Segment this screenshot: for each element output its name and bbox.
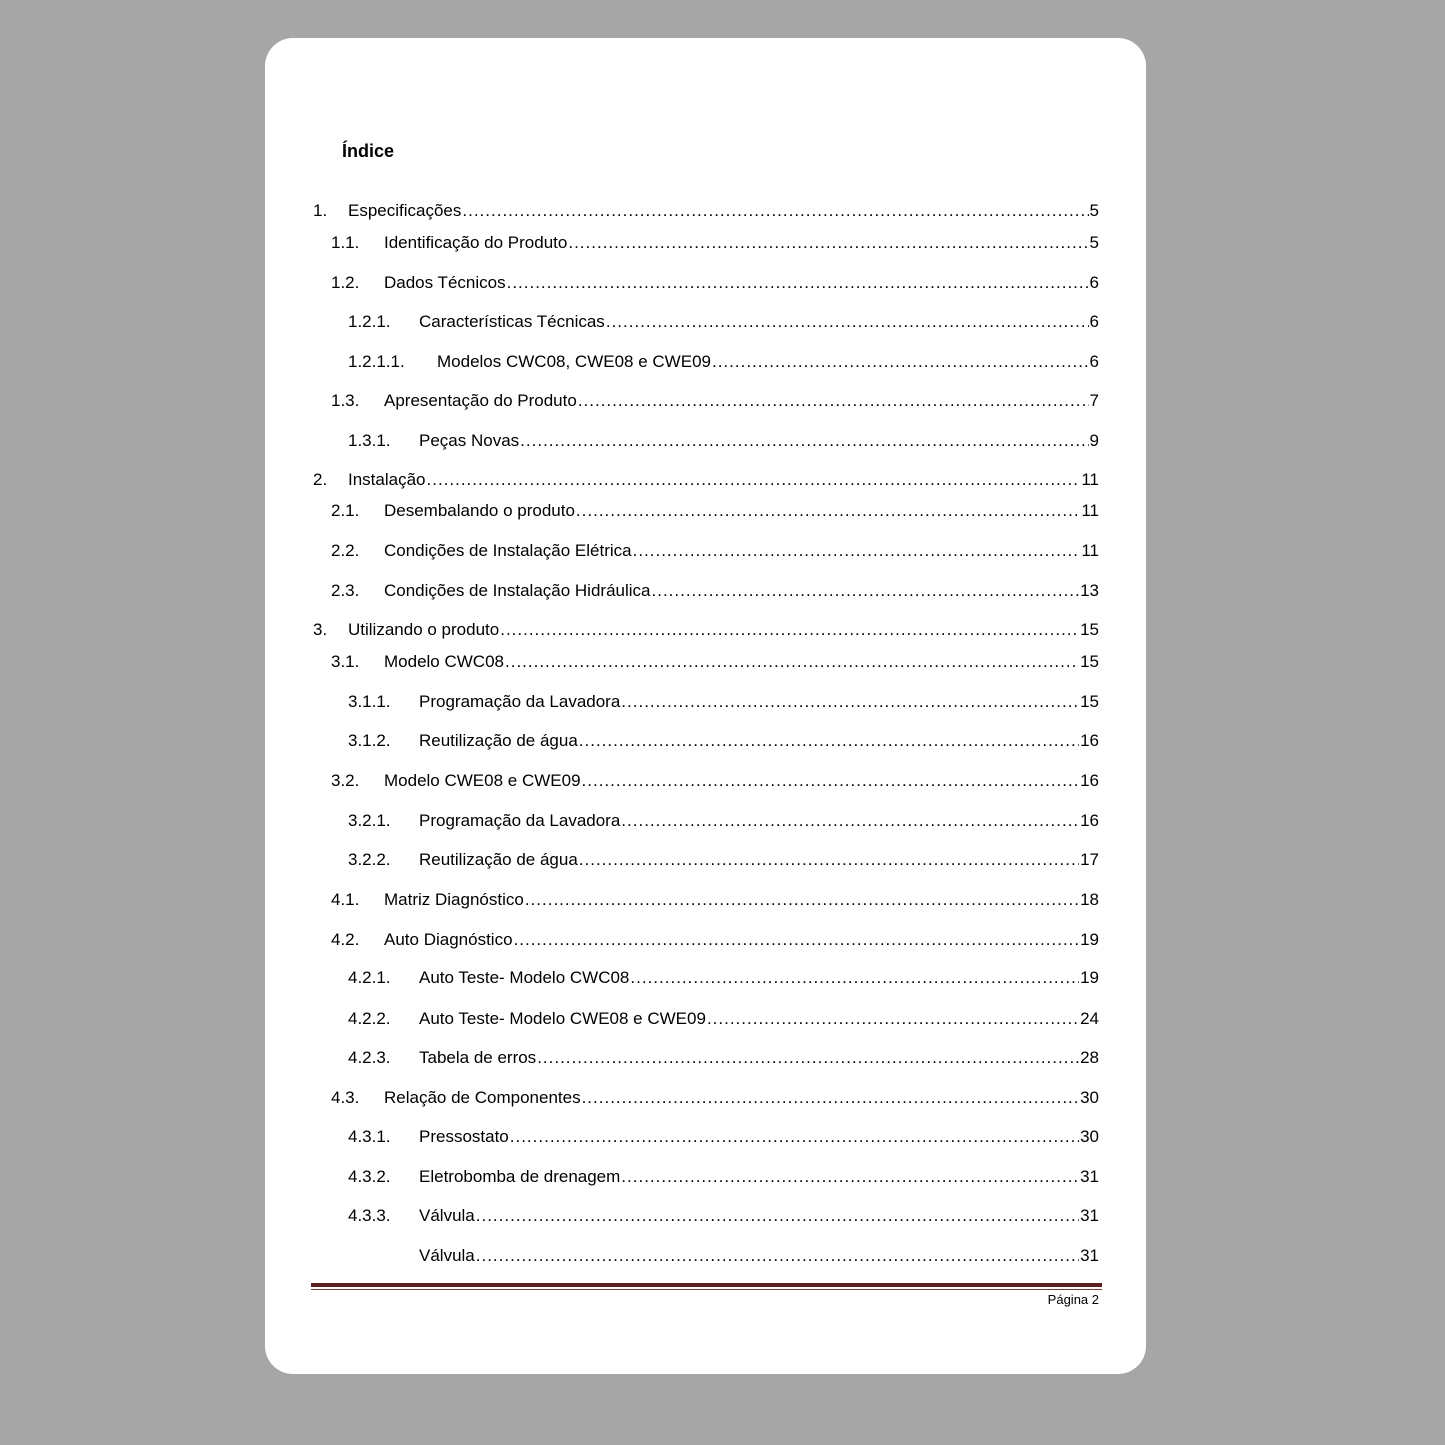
toc-entry-number: 3.2. [331,771,360,790]
toc-entry-number: 3.1. [331,652,360,671]
toc-entry-page: 15 [1080,620,1099,639]
toc-dot-leader [514,930,1080,950]
toc-entry-page: 15 [1080,652,1099,671]
toc-dot-leader [707,1009,1079,1029]
toc-entry-page: 17 [1080,850,1099,869]
toc-entry-number: 3. [313,620,328,639]
toc-entry-title: Condições de Instalação Elétrica [384,541,632,560]
toc-entry-page: 11 [1081,501,1099,520]
toc-dot-leader [510,1127,1079,1147]
toc-entry-number: 4.3.2. [348,1167,391,1186]
toc-entry[interactable] [331,652,1099,672]
toc-entry[interactable] [348,1206,1099,1226]
toc-entry[interactable] [331,581,1099,601]
toc-dot-leader [537,1048,1079,1068]
toc-entry-page: 30 [1080,1088,1099,1107]
toc-entry-title: Modelos CWC08, CWE08 e CWE09 [437,352,711,371]
toc-entry-page: 6 [1089,273,1099,292]
toc-entry-page: 31 [1080,1167,1099,1186]
toc-entry-title: Auto Teste- Modelo CWC08 [419,968,630,987]
toc-entry-number: 1.2.1.1. [348,352,405,371]
toc-entry-number: 1.3. [331,391,360,410]
toc-entry-number: 3.1.2. [348,731,391,750]
toc-entry[interactable] [348,811,1099,831]
toc-dot-leader [621,1167,1079,1187]
toc-entry-title: Desembalando o produto [384,501,575,520]
toc-entry-page: 13 [1080,581,1099,600]
toc-dot-leader [652,581,1080,601]
toc-entry[interactable] [348,312,1099,332]
toc-entry[interactable] [331,771,1099,791]
footer-rule [311,1283,1102,1287]
toc-entry-number: 4.2. [331,930,360,949]
toc-entry-number: 2.2. [331,541,360,560]
toc-dot-leader [621,811,1079,831]
toc-entry[interactable] [348,968,1099,988]
toc-dot-leader [579,850,1079,870]
toc-entry-page: 11 [1081,541,1099,560]
toc-dot-leader [525,890,1079,910]
toc-entry-title: Relação de Componentes [384,1088,581,1107]
toc-dot-leader [476,1206,1079,1226]
toc-entry-title: Eletrobomba de drenagem [419,1167,621,1186]
toc-entry-number: 4.2.3. [348,1048,391,1067]
toc-dot-leader [576,501,1080,521]
toc-entry-page: 30 [1080,1127,1099,1146]
toc-entry-page: 31 [1080,1246,1099,1265]
toc-entry-title: Matriz Diagnóstico [384,890,524,909]
table-of-contents [265,38,1146,1374]
toc-entry-number: 2. [313,470,328,489]
toc-entry-title: Válvula [419,1246,475,1265]
toc-entry[interactable] [331,391,1099,411]
toc-dot-leader [621,692,1079,712]
toc-entry-title: Condições de Instalação Hidráulica [384,581,651,600]
toc-entry[interactable] [313,201,1099,221]
toc-entry-page: 16 [1080,771,1099,790]
toc-entry-title: Peças Novas [419,431,520,450]
document-page [265,38,1146,1374]
toc-entry[interactable] [348,352,1099,372]
toc-entry-number: 4.3.3. [348,1206,391,1225]
toc-entry[interactable] [348,1246,1099,1266]
toc-entry-title: Dados Técnicos [384,273,506,292]
toc-entry[interactable] [313,620,1099,640]
toc-entry-page: 18 [1080,890,1099,909]
toc-entry[interactable] [331,541,1099,561]
toc-entry[interactable] [348,1009,1099,1029]
toc-entry-page: 5 [1089,201,1099,220]
toc-entry[interactable] [331,501,1099,521]
toc-entry[interactable] [348,850,1099,870]
toc-dot-leader [712,352,1089,372]
toc-entry[interactable] [348,1127,1099,1147]
toc-entry[interactable] [348,692,1099,712]
toc-dot-leader [606,312,1089,332]
toc-entry-title: Válvula [419,1206,475,1225]
toc-dot-leader [579,731,1079,751]
toc-entry-page: 11 [1081,470,1099,489]
toc-entry-number: 3.1.1. [348,692,391,711]
toc-entry-number: 4.3. [331,1088,360,1107]
toc-entry-number: 4.2.2. [348,1009,391,1028]
toc-entry-number: 2.3. [331,581,360,600]
toc-entry-page: 16 [1080,811,1099,830]
toc-entry-page: 16 [1080,731,1099,750]
toc-entry[interactable] [348,431,1099,451]
toc-entry-page: 6 [1089,312,1099,331]
page-number-footer: Página 2 [1047,1292,1099,1307]
toc-dot-leader [582,771,1080,791]
toc-entry-title: Características Técnicas [419,312,605,331]
page-title: Índice [342,141,395,161]
toc-entry-page: 15 [1080,692,1099,711]
toc-entry[interactable] [331,930,1099,950]
toc-entry-page: 31 [1080,1206,1099,1225]
toc-entry-title: Especificações [348,201,462,220]
toc-entry-title: Identificação do Produto [384,233,568,252]
toc-dot-leader [582,1088,1080,1108]
toc-entry-title: Programação da Lavadora [419,692,621,711]
toc-dot-leader [520,431,1088,451]
toc-dot-leader [505,652,1079,672]
toc-dot-leader [507,273,1089,293]
toc-entry-title: Apresentação do Produto [384,391,577,410]
toc-entry-number: 4.3.1. [348,1127,391,1146]
toc-entry[interactable] [331,1088,1099,1108]
toc-dot-leader [633,541,1081,561]
toc-entry-title: Modelo CWC08 [384,652,504,671]
toc-dot-leader [578,391,1089,411]
toc-entry-page: 7 [1089,391,1099,410]
toc-entry-page: 24 [1080,1009,1099,1028]
toc-entry-title: Reutilização de água [419,850,578,869]
toc-entry-number: 1.2.1. [348,312,391,331]
toc-entry-title: Auto Diagnóstico [384,930,513,949]
toc-entry-page: 9 [1089,431,1099,450]
toc-entry-page: 19 [1080,968,1099,987]
toc-entry-title: Utilizando o produto [348,620,500,639]
toc-dot-leader [630,968,1079,988]
toc-entry-number: 1.3.1. [348,431,391,450]
toc-entry-title: Reutilização de água [419,731,578,750]
toc-entry-number: 3.2.2. [348,850,391,869]
toc-entry[interactable] [331,273,1099,293]
toc-entry-number: 1.1. [331,233,360,252]
toc-dot-leader [568,233,1088,253]
toc-entry-title: Auto Teste- Modelo CWE08 e CWE09 [419,1009,706,1028]
toc-dot-leader [462,201,1088,221]
toc-entry[interactable] [331,890,1099,910]
toc-entry-number: 1.2. [331,273,360,292]
toc-entry[interactable] [348,731,1099,751]
toc-entry-page: 6 [1089,352,1099,371]
toc-entry-title: Tabela de erros [419,1048,537,1067]
toc-entry[interactable] [313,470,1099,490]
toc-entry[interactable] [348,1167,1099,1187]
toc-entry[interactable] [348,1048,1099,1068]
toc-dot-leader [500,620,1079,640]
footer-rule-thin [311,1289,1102,1290]
toc-entry-number: 4.2.1. [348,968,391,987]
toc-entry-page: 19 [1080,930,1099,949]
toc-entry-number: 2.1. [331,501,360,520]
toc-entry-title: Programação da Lavadora [419,811,621,830]
toc-entry-page: 5 [1089,233,1099,252]
toc-entry-title: Pressostato [419,1127,509,1146]
toc-entry-number: 3.2.1. [348,811,391,830]
toc-dot-leader [427,470,1081,490]
toc-dot-leader [476,1246,1079,1266]
toc-entry[interactable] [331,233,1099,253]
toc-entry-number: 4.1. [331,890,360,909]
toc-entry-title: Instalação [348,470,426,489]
toc-entry-number: 1. [313,201,328,220]
toc-entry-page: 28 [1080,1048,1099,1067]
toc-entry-title: Modelo CWE08 e CWE09 [384,771,581,790]
